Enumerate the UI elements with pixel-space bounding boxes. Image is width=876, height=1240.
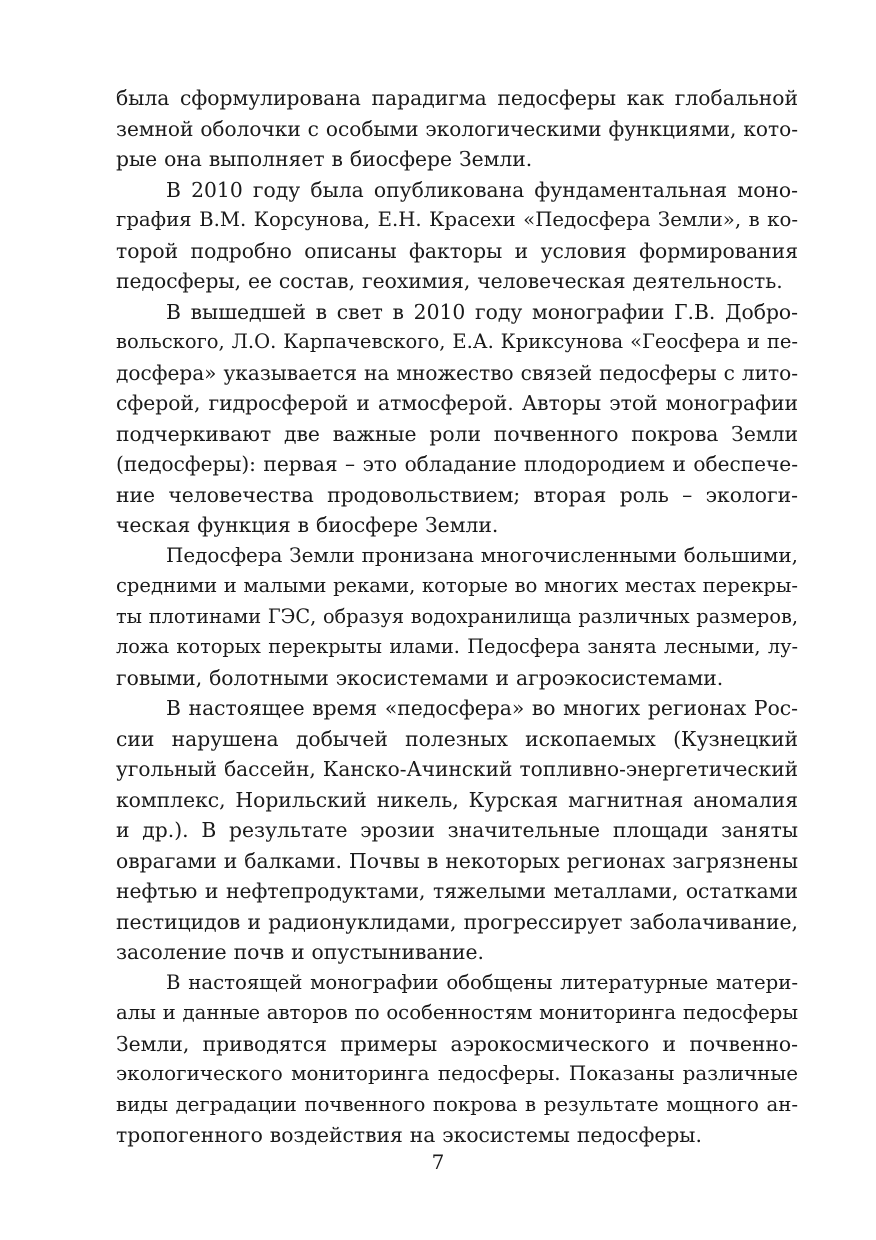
- paragraph: [116, 175, 798, 297]
- text-line: оврагами и балками. Почвы в некоторых регионах загрязнены: [116, 848, 798, 873]
- text-line: вольского, Л.О. Карпачевского, Е.А. Криксунова «Геосфера и пе-: [116, 330, 798, 353]
- paragraph: [116, 541, 798, 694]
- text-line: ты плотинами ГЭС, образуя водохранилища различных размеров,: [116, 604, 798, 628]
- text-line: тропогенного воздействия на экосистемы педосферы.: [116, 1123, 702, 1147]
- text-line: средними и малыми реками, которые во многих местах перекры-: [116, 574, 798, 597]
- text-line: и др.). В результате эрозии значительные площади заняты: [116, 818, 798, 842]
- text-line: торой подробно описаны факторы и условия формирования: [116, 238, 798, 263]
- text-line: комплекс, Норильский никель, Курская магнитная аномалия: [116, 787, 798, 812]
- paragraph: [116, 693, 798, 968]
- text-line: ние человечества продовольствием; вторая роль – экологи-: [116, 482, 798, 507]
- text-line: рые она выполняет в биосфере Земли.: [116, 147, 533, 171]
- text-line: В настоящее время «педосфера» во многих регионах Рос-: [166, 696, 798, 720]
- text-line: угольный бассейн, Канско-Ачинский топливно-энергетический: [116, 757, 798, 781]
- text-line: говыми, болотными экосистемами и агроэкосистемами.: [116, 665, 724, 690]
- paragraph: [116, 968, 798, 1151]
- text-line: виды деградации почвенного покрова в результате мощного ан-: [116, 1092, 798, 1116]
- text-line: была сформулирована парадигма педосферы как глобальной: [116, 86, 798, 110]
- text-line: графия В.М. Корсунова, Е.Н. Красехи «Педосфера Земли», в ко-: [116, 208, 798, 231]
- text-line: нефтью и нефтепродуктами, тяжелыми металлами, остатками: [116, 879, 798, 903]
- text-line: подчеркивают две важные роли почвенного покрова Земли: [116, 421, 798, 446]
- page-number: 7: [431, 1150, 445, 1174]
- text-line: В 2010 году была опубликована фундаментальная моно-: [166, 177, 798, 202]
- text-line: Педосфера Земли пронизана многочисленными большими,: [166, 543, 798, 567]
- text-line: ложа которых перекрыты илами. Педосфера занята лесными, лу-: [116, 635, 798, 658]
- text-line: В вышедшей в свет в 2010 году монографии Г.В. Добро-: [166, 299, 798, 324]
- text-line: земной оболочки с особыми экологическими функциями, кото-: [116, 116, 798, 141]
- body-text: [116, 83, 798, 1151]
- text-line: ческая функция в биосфере Земли.: [116, 513, 499, 537]
- text-line: алы и данные авторов по особенностям мониторинга педосферы: [116, 1001, 798, 1024]
- text-line: В настоящей монографии обобщены литературные матери-: [166, 970, 798, 994]
- paragraph: [116, 297, 798, 541]
- text-line: экологического мониторинга педосферы. Показаны различные: [116, 1062, 798, 1085]
- text-line: пестицидов и радионуклидами, прогрессирует заболачивание,: [116, 909, 798, 934]
- text-line: сии нарушена добычей полезных ископаемых (Кузнецкий: [116, 726, 798, 751]
- paragraph: [116, 83, 798, 175]
- text-line: засоление почв и опустынивание.: [116, 940, 484, 964]
- text-line: (педосферы): первая – это обладание плодородием и обеспече-: [116, 452, 798, 476]
- text-line: Земли, приводятся примеры аэрокосмического и почвенно-: [116, 1031, 798, 1056]
- text-line: сферой, гидросферой и атмосферой. Авторы этой монографии: [116, 391, 798, 415]
- text-line: досфера» указывается на множество связей педосферы с лито-: [116, 360, 798, 385]
- text-line: педосферы, ее состав, геохимия, человеческая деятельность.: [116, 269, 783, 293]
